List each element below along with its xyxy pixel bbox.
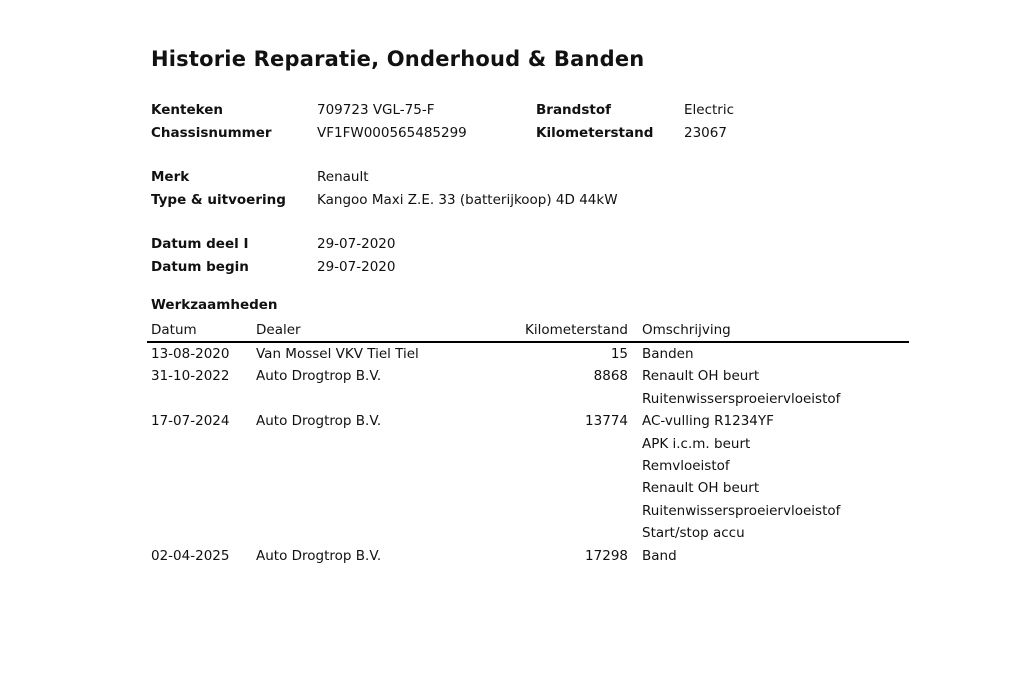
omschrijving-item: AC-vulling R1234YF (642, 413, 774, 430)
omschrijving-item: Remvloeistof (642, 458, 730, 475)
row-omschrijving (642, 365, 1024, 410)
werkzaamheden-table (147, 343, 909, 567)
column-header-datum: Datum (151, 322, 197, 338)
datum-deel-value: 29-07-2020 (317, 236, 396, 252)
row-dealer: Auto Drogtrop B.V. (256, 547, 382, 564)
kilometerstand-label: Kilometerstand (536, 125, 654, 141)
type-value: Kangoo Maxi Z.E. 33 (batterijkoop) 4D 44kW (317, 192, 618, 208)
row-kilometerstand: 17298 (585, 547, 628, 564)
kenteken-label: Kenteken (151, 102, 223, 118)
table-row (147, 343, 909, 365)
kenteken-value: 709723 VGL-75-F (317, 102, 435, 118)
row-dealer: Auto Drogtrop B.V. (256, 413, 382, 430)
type-label: Type & uitvoering (151, 192, 286, 208)
row-omschrijving (642, 343, 1024, 365)
column-header-dealer: Dealer (256, 322, 301, 338)
datum-begin-label: Datum begin (151, 259, 249, 275)
row-kilometerstand: 8868 (593, 368, 628, 385)
row-omschrijving (642, 410, 1024, 544)
datum-begin-value: 29-07-2020 (317, 259, 396, 275)
table-row (147, 365, 909, 410)
page-title: Historie Reparatie, Onderhoud & Banden (151, 47, 645, 71)
merk-value: Renault (317, 169, 369, 185)
omschrijving-item: Banden (642, 346, 694, 362)
row-date: 02-04-2025 (151, 547, 230, 564)
brandstof-value: Electric (684, 102, 735, 118)
row-kilometerstand: 13774 (585, 413, 628, 430)
kilometerstand-value: 23067 (684, 125, 727, 141)
row-dealer: Van Mossel VKV Tiel Tiel (256, 346, 419, 362)
omschrijving-item: Renault OH beurt (642, 368, 760, 385)
row-date: 17-07-2024 (151, 413, 230, 430)
row-date: 31-10-2022 (151, 368, 230, 385)
table-row (147, 545, 909, 567)
brandstof-label: Brandstof (536, 102, 611, 118)
omschrijving-item: Start/stop accu (642, 525, 745, 542)
chassis-value: VF1FW000565485299 (317, 125, 467, 141)
row-omschrijving (642, 545, 1024, 567)
row-date: 13-08-2020 (151, 346, 230, 362)
chassis-label: Chassisnummer (151, 125, 272, 141)
omschrijving-item: APK i.c.m. beurt (642, 435, 751, 452)
table-row (147, 410, 909, 544)
row-kilometerstand: 15 (610, 346, 628, 362)
column-header-kilometerstand: Kilometerstand (525, 322, 628, 338)
merk-label: Merk (151, 169, 190, 185)
omschrijving-item: Band (642, 547, 677, 564)
datum-deel-label: Datum deel I (151, 236, 249, 252)
table-header (147, 319, 909, 343)
omschrijving-item: Ruitenwissersproeiervloeistof (642, 390, 841, 407)
row-dealer: Auto Drogtrop B.V. (256, 368, 382, 385)
omschrijving-item: Renault OH beurt (642, 480, 760, 497)
section-title-werkzaamheden: Werkzaamheden (151, 297, 278, 313)
omschrijving-item: Ruitenwissersproeiervloeistof (642, 502, 841, 519)
column-header-omschrijving: Omschrijving (642, 322, 731, 338)
